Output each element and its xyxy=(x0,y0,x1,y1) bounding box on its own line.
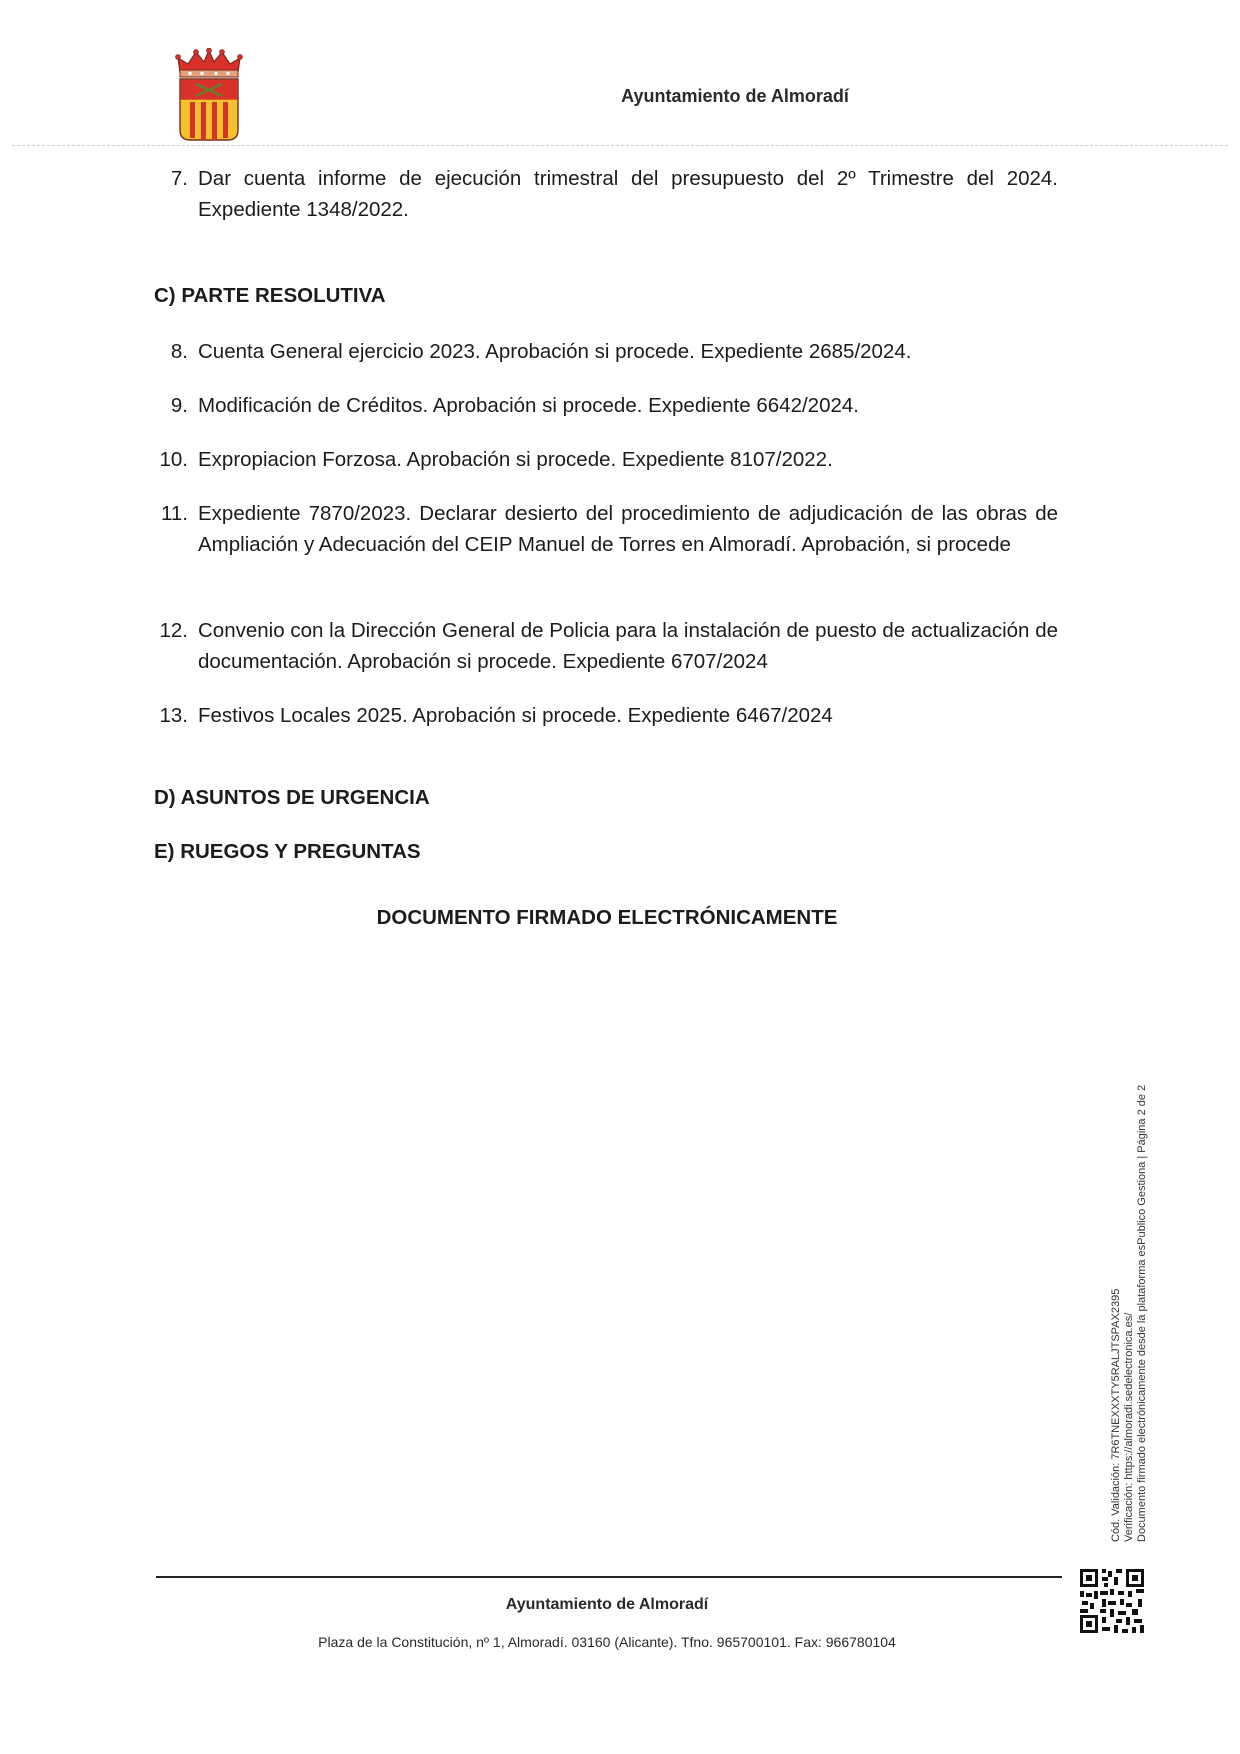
agenda-item-text: Festivos Locales 2025. Aprobación si procede. Expediente 6467/2024 xyxy=(198,704,833,727)
agenda-item-10 xyxy=(154,444,1058,475)
shield-icon xyxy=(180,79,238,140)
agenda-item-number: 8. xyxy=(170,340,188,363)
section-heading-e: E) RUEGOS Y PREGUNTAS xyxy=(154,840,421,863)
agenda-item-text: Dar cuenta informe de ejecución trimestral del presupuesto del 2º Trimestre del 2024. Expediente 1348/2022. xyxy=(198,167,1058,221)
agenda-item-text: Modificación de Créditos. Aprobación si procede. Expediente 6642/2024. xyxy=(198,394,859,417)
agenda-item-13 xyxy=(154,700,1058,731)
crown-icon xyxy=(176,48,243,77)
agenda-item-number: 10. xyxy=(159,448,188,471)
footer-title: Ayuntamiento de Almoradí xyxy=(505,1596,709,1613)
agenda-item-number: 11. xyxy=(161,502,188,525)
agenda-item-9 xyxy=(154,390,1058,421)
agenda-item-12 xyxy=(154,615,1058,677)
agenda-item-text: Expropiacion Forzosa. Aprobación si procede. Expediente 8107/2022. xyxy=(198,448,833,471)
header-divider xyxy=(12,145,1228,146)
municipal-crest-logo xyxy=(174,48,244,144)
agenda-item-text: Expediente 7870/2023. Declarar desierto del procedimiento de adjudicación de las obras de Ampliación y Adecuación del CEIP Manuel de Torres en Almoradí. Aprobación, si procede xyxy=(198,502,1058,556)
section-heading-c: C) PARTE RESOLUTIVA xyxy=(154,284,386,307)
validation-code: Cód. Validación: 7R6TNEXXXTY5RALJTSPAX2395 xyxy=(1110,1288,1122,1542)
verification-url: Verificación: https://almoradi.sedelectronica.es/ xyxy=(1123,1312,1135,1542)
agenda-item-7 xyxy=(154,163,1058,225)
footer-divider xyxy=(156,1576,1062,1578)
agenda-item-11 xyxy=(154,498,1058,560)
agenda-item-text: Cuenta General ejercicio 2023. Aprobación si procede. Expediente 2685/2024. xyxy=(198,340,912,363)
signature-platform-note: Documento firmado electrónicamente desde la plataforma esPublico Gestiona | Página 2 de 2 xyxy=(1136,1084,1148,1542)
validation-strip xyxy=(1108,1062,1174,1562)
qr-code-icon xyxy=(1078,1567,1146,1635)
agenda-item-8 xyxy=(154,336,1058,367)
header-title: Ayuntamiento de Almoradí xyxy=(621,86,849,106)
agenda-item-number: 13. xyxy=(159,704,188,727)
footer-address: Plaza de la Constitución, nº 1, Almoradí. 03160 (Alicante). Tfno. 965700101. Fax: 966780104 xyxy=(318,1634,896,1650)
agenda-item-number: 9. xyxy=(170,394,188,417)
agenda-item-number: 7. xyxy=(170,167,188,190)
section-heading-d: D) ASUNTOS DE URGENCIA xyxy=(154,786,430,809)
agenda-item-number: 12. xyxy=(159,619,188,642)
signed-notice: DOCUMENTO FIRMADO ELECTRÓNICAMENTE xyxy=(376,906,838,929)
agenda-item-text: Convenio con la Dirección General de Policia para la instalación de puesto de actualización de documentación. Aprobación si procede. Expediente 6707/2024 xyxy=(198,619,1058,673)
